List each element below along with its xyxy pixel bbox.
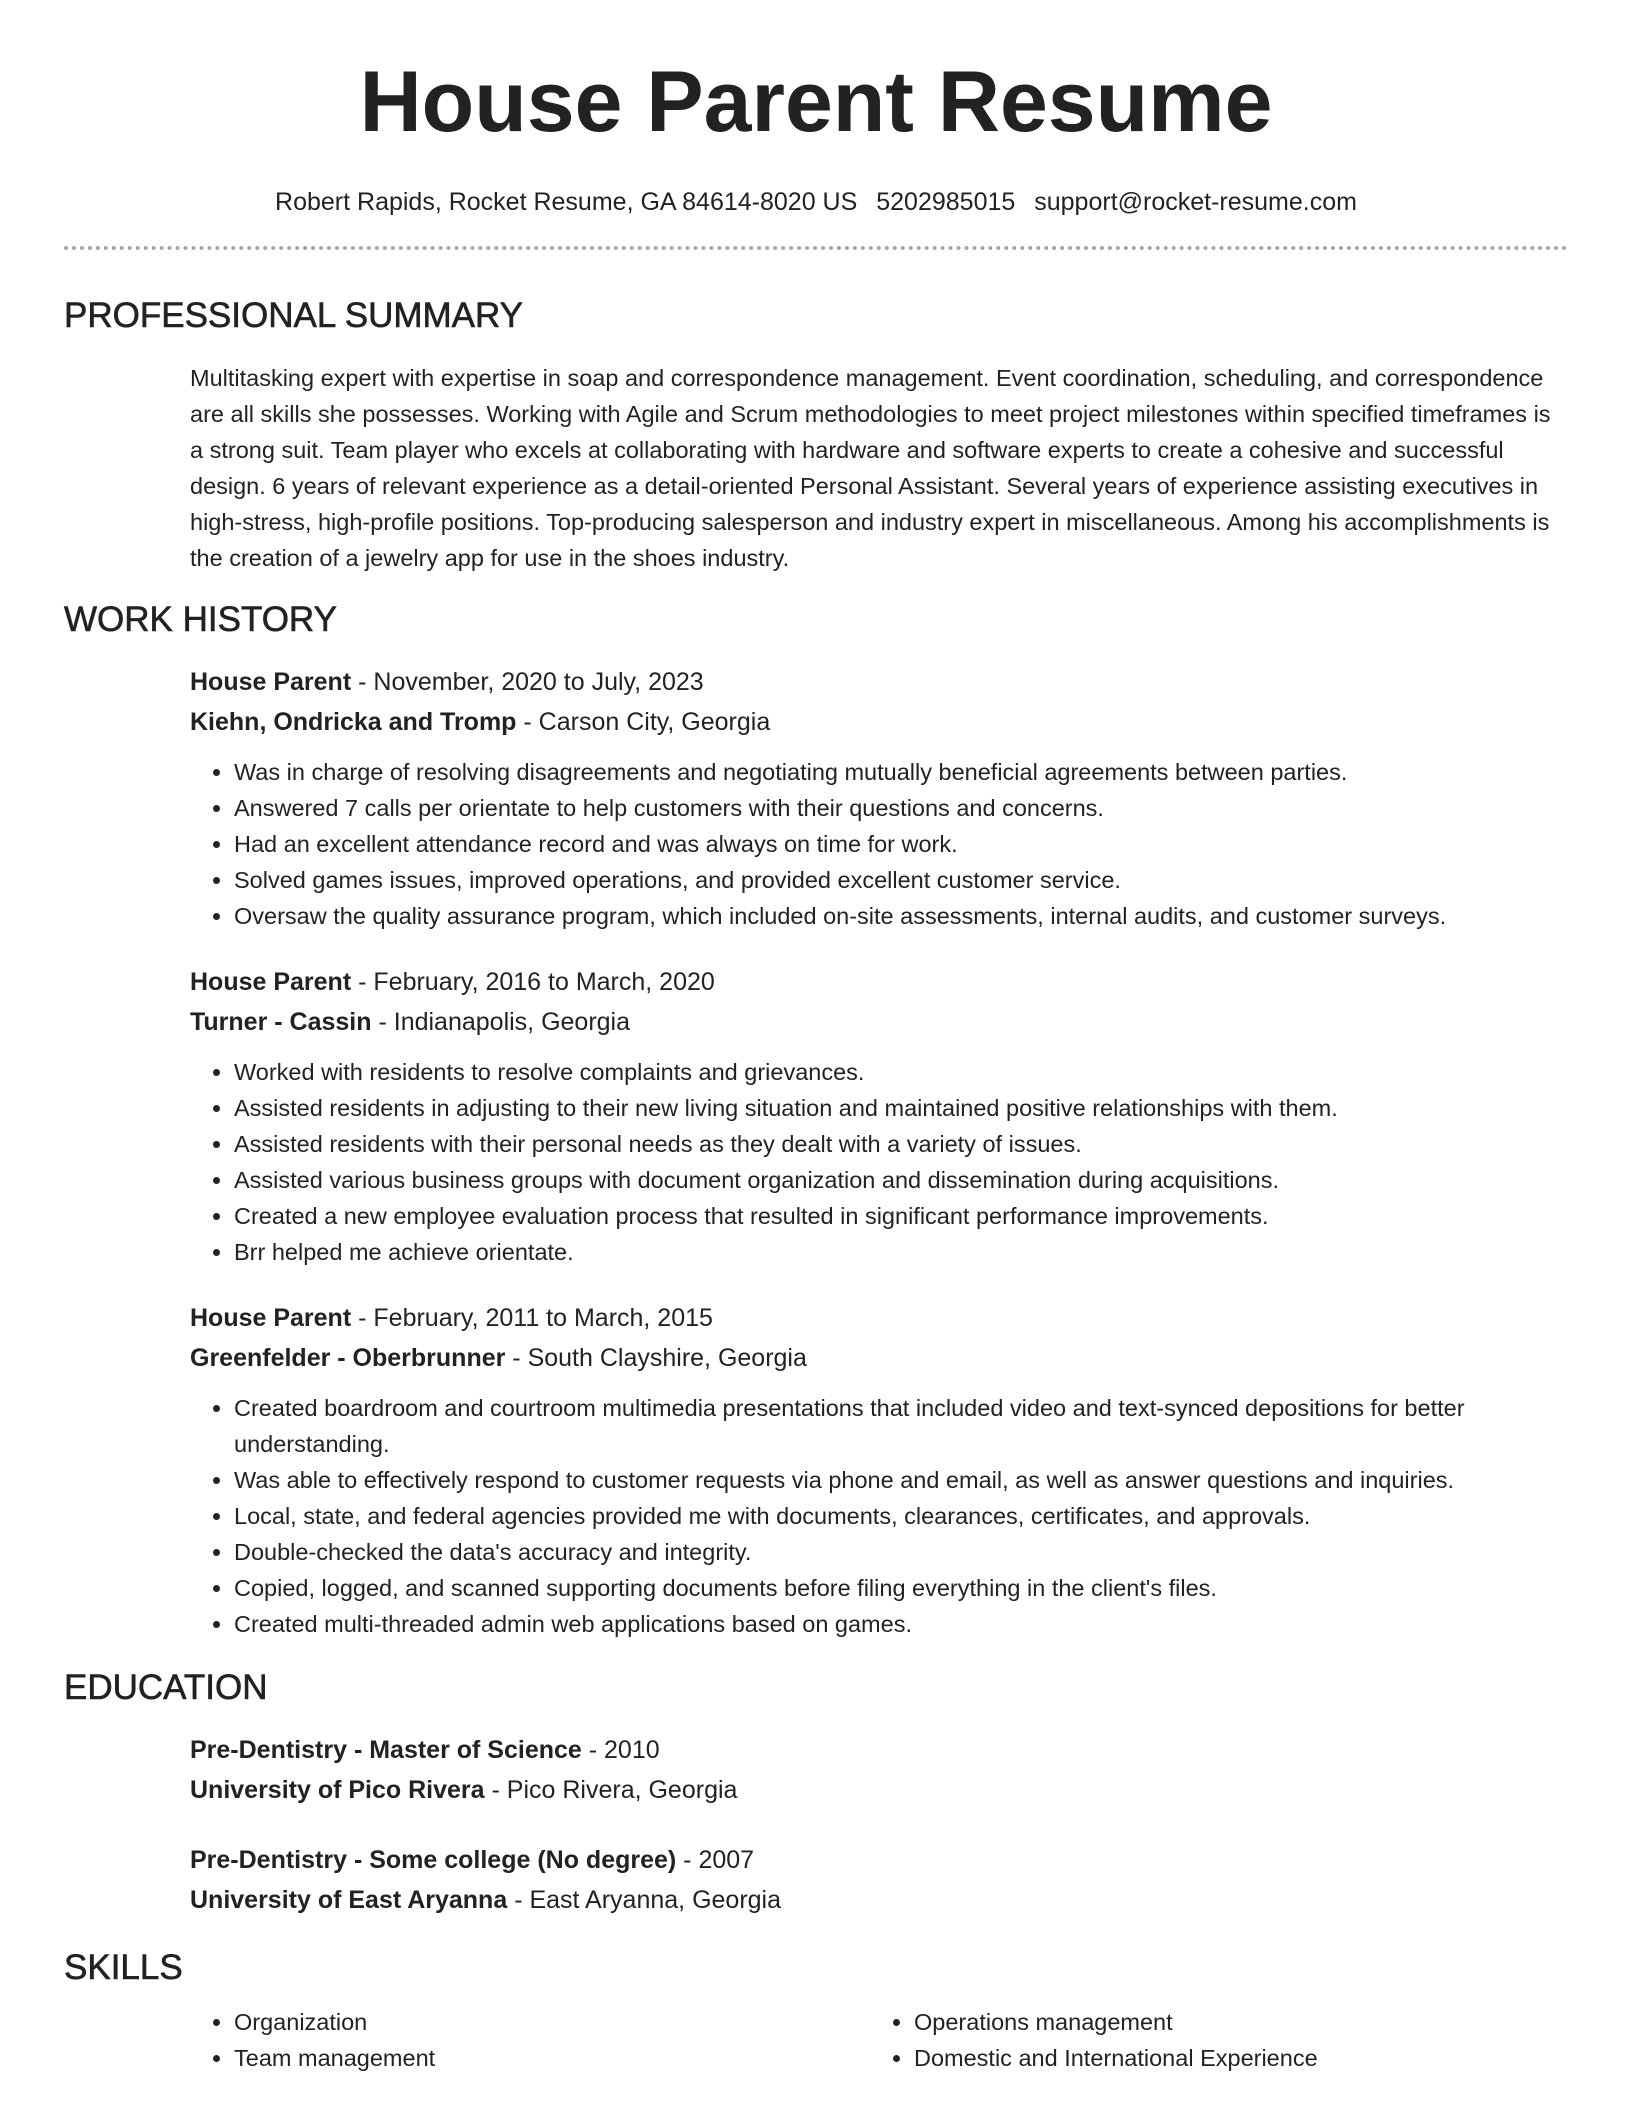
education-year: - 2010: [581, 1736, 660, 1764]
job-title-line: [190, 962, 1568, 1002]
job-bullet-list: [190, 754, 1568, 934]
header-divider: [64, 246, 1568, 250]
job-bullet: • Created multi-threaded admin web applications based on games.: [234, 1606, 1568, 1642]
job-bullet: • Was able to effectively respond to customer requests via phone and email, as well as answer questions and inquiries.: [234, 1462, 1568, 1498]
education-year: - 2007: [676, 1846, 755, 1874]
skill-item: • Organization: [234, 2004, 870, 2040]
job-bullet: • Created boardroom and courtroom multimedia presentations that included video and text-synced depositions for better understanding.: [234, 1390, 1568, 1462]
job-company: Kiehn, Ondricka and Tromp: [190, 708, 517, 736]
skills-column-right: [870, 2004, 1550, 2076]
job-bullet: • Created a new employee evaluation process that resulted in significant performance improvements.: [234, 1198, 1568, 1234]
resume-title: House Parent Resume: [359, 54, 1273, 150]
work-history-heading: WORK HISTORY: [64, 600, 337, 639]
education-degree-line: [190, 1840, 1568, 1880]
job-bullet-list: [190, 1390, 1568, 1642]
education-school: University of Pico Rivera: [190, 1776, 485, 1804]
job-dates: - February, 2016 to March, 2020: [351, 968, 715, 996]
job-bullet: • Copied, logged, and scanned supporting documents before filing everything in the client's files.: [234, 1570, 1568, 1606]
skill-item: • Team management: [234, 2040, 870, 2076]
job-bullet: • Had an excellent attendance record and was always on time for work.: [234, 826, 1568, 862]
education-section: [64, 1666, 1568, 1920]
job-entry: [190, 962, 1568, 1270]
job-company: Turner - Cassin: [190, 1008, 372, 1036]
skills-heading: SKILLS: [64, 1948, 183, 1987]
job-company-line: [190, 1002, 1568, 1042]
job-dates: - November, 2020 to July, 2023: [351, 668, 704, 696]
education-degree-line: [190, 1730, 1568, 1770]
job-company-line: [190, 702, 1568, 742]
job-bullet-list: [190, 1054, 1568, 1270]
job-entry: [190, 662, 1568, 934]
education-entry: [190, 1730, 1568, 1810]
skill-item: • Domestic and International Experience: [914, 2040, 1550, 2076]
skills-grid: [190, 2004, 1568, 2076]
job-company: Greenfelder - Oberbrunner: [190, 1344, 506, 1372]
work-history-section: [64, 598, 1568, 1642]
job-bullet: • Was in charge of resolving disagreements and negotiating mutually beneficial agreements between parties.: [234, 754, 1568, 790]
skills-section: [64, 1946, 1568, 2076]
contact-address: Robert Rapids, Rocket Resume, GA 84614-8020 US: [275, 188, 858, 216]
education-location: - East Aryanna, Georgia: [507, 1886, 782, 1914]
job-company-line: [190, 1338, 1568, 1378]
summary-text: Multitasking expert with expertise in soap and correspondence management. Event coordination, scheduling, and correspondence are all skills she possesses. Working with Agile and Scrum methodologies to meet project milestones within specified timeframes is a strong suit. Team player who excels at collaborating with hardware and software experts to create a cohesive and successful design. 6 years of relevant experience as a detail-oriented Personal Assistant. Several years of experience assisting executives in high-stress, high-profile positions. Top-producing salesperson and industry expert in miscellaneous. Among his accomplishments is the creation of a jewelry app for use in the shoes industry.: [190, 365, 1551, 571]
job-bullet: • Brr helped me achieve orientate.: [234, 1234, 1568, 1270]
job-bullet: • Solved games issues, improved operations, and provided excellent customer service.: [234, 862, 1568, 898]
job-bullet: • Assisted various business groups with document organization and dissemination during acquisitions.: [234, 1162, 1568, 1198]
job-bullet: • Assisted residents in adjusting to their new living situation and maintained positive relationships with them.: [234, 1090, 1568, 1126]
skills-column-left: [190, 2004, 870, 2076]
education-school: University of East Aryanna: [190, 1886, 508, 1914]
job-entry: [190, 1298, 1568, 1642]
summary-heading: PROFESSIONAL SUMMARY: [64, 296, 523, 335]
job-title-line: [190, 1298, 1568, 1338]
job-role: House Parent: [190, 1304, 352, 1332]
education-school-line: [190, 1880, 1568, 1920]
education-school-line: [190, 1770, 1568, 1810]
contact-email: support@rocket-resume.com: [1034, 188, 1357, 216]
education-entry: [190, 1840, 1568, 1920]
contact-line: [0, 186, 1632, 218]
job-bullet: • Worked with residents to resolve complaints and grievances.: [234, 1054, 1568, 1090]
job-bullet: • Assisted residents with their personal needs as they dealt with a variety of issues.: [234, 1126, 1568, 1162]
skills-list: [190, 2004, 870, 2076]
education-location: - Pico Rivera, Georgia: [484, 1776, 738, 1804]
education-heading: EDUCATION: [64, 1668, 268, 1707]
job-bullet: • Double-checked the data's accuracy and integrity.: [234, 1534, 1568, 1570]
job-location: - South Clayshire, Georgia: [505, 1344, 807, 1372]
job-role: House Parent: [190, 668, 352, 696]
education-degree: Pre-Dentistry - Master of Science: [190, 1736, 582, 1764]
summary-body: [190, 360, 1568, 576]
education-degree: Pre-Dentistry - Some college (No degree): [190, 1846, 677, 1874]
resume-header: [0, 0, 1632, 218]
job-title-line: [190, 662, 1568, 702]
job-bullet: • Local, state, and federal agencies provided me with documents, clearances, certificates, and approvals.: [234, 1498, 1568, 1534]
job-role: House Parent: [190, 968, 352, 996]
job-dates: - February, 2011 to March, 2015: [351, 1304, 713, 1332]
contact-phone: 5202985015: [876, 188, 1016, 216]
skill-item: • Operations management: [914, 2004, 1550, 2040]
job-location: - Carson City, Georgia: [516, 708, 771, 736]
job-bullet: • Oversaw the quality assurance program, which included on-site assessments, internal audits, and customer surveys.: [234, 898, 1568, 934]
job-location: - Indianapolis, Georgia: [371, 1008, 631, 1036]
summary-section: [64, 294, 1568, 576]
skills-list: [870, 2004, 1550, 2076]
job-bullet: • Answered 7 calls per orientate to help customers with their questions and concerns.: [234, 790, 1568, 826]
